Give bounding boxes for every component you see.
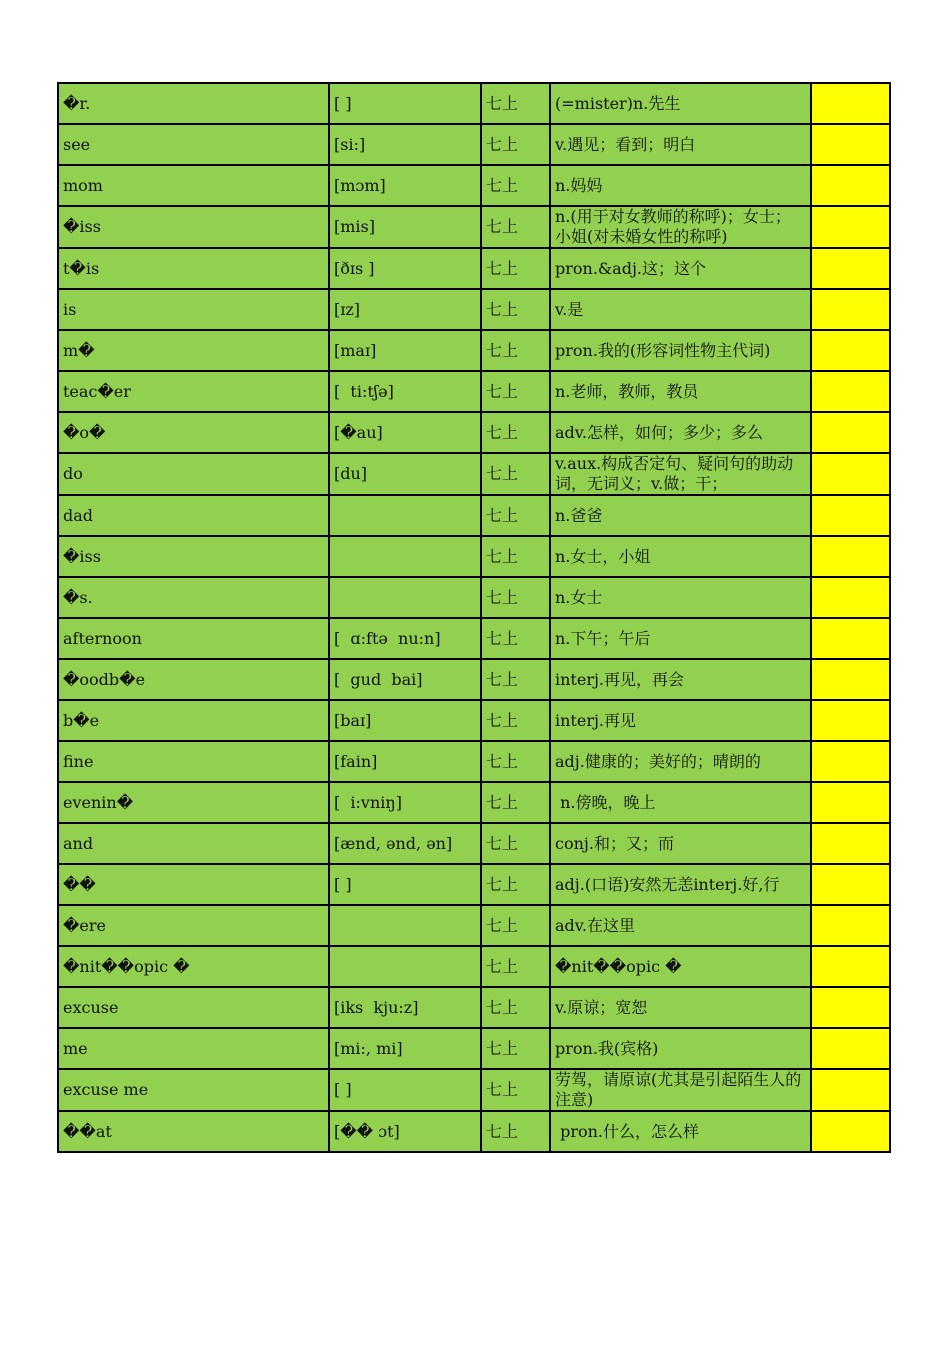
grade-cell: [481, 248, 550, 289]
word-text: �iss: [63, 546, 101, 566]
grade-text: 七上: [486, 134, 519, 154]
meaning-cell: [550, 700, 811, 741]
grade-text: 七上: [486, 381, 519, 401]
grade-cell: [481, 453, 550, 495]
meaning-text: adv.在这里: [555, 915, 636, 935]
phonetic-cell: [329, 1111, 481, 1152]
phonetic-cell: [329, 453, 481, 495]
meaning-text: n.傍晚，晚上: [555, 792, 656, 812]
highlight-cell: [811, 659, 890, 700]
table-row: [58, 206, 890, 248]
grade-cell: [481, 1069, 550, 1111]
phonetic-text: [maɪ]: [334, 340, 377, 360]
grade-text: 七上: [486, 628, 519, 648]
highlight-cell: [811, 83, 890, 124]
meaning-cell: [550, 1111, 811, 1152]
meaning-text: pron.&adj.这；这个: [555, 258, 706, 278]
meaning-text: conj.和；又；而: [555, 833, 674, 853]
highlight-cell: [811, 700, 890, 741]
grade-cell: [481, 618, 550, 659]
table-row: [58, 782, 890, 823]
grade-text: 七上: [486, 587, 519, 607]
highlight-cell: [811, 1111, 890, 1152]
grade-cell: [481, 823, 550, 864]
table-row: [58, 1028, 890, 1069]
word-text: �nit��opic �: [63, 956, 190, 976]
meaning-cell: [550, 577, 811, 618]
phonetic-cell: [329, 536, 481, 577]
highlight-cell: [811, 248, 890, 289]
word-cell: [58, 823, 329, 864]
meaning-cell: [550, 165, 811, 206]
highlight-cell: [811, 905, 890, 946]
phonetic-cell: [329, 1028, 481, 1069]
word-text: and: [63, 833, 94, 853]
word-text: �iss: [63, 217, 101, 236]
highlight-cell: [811, 741, 890, 782]
phonetic-text: [ ɑ:ftə nu:n]: [334, 628, 441, 648]
phonetic-text: [�au]: [334, 422, 383, 442]
phonetic-cell: [329, 83, 481, 124]
word-cell: [58, 659, 329, 700]
grade-cell: [481, 536, 550, 577]
phonetic-cell: [329, 577, 481, 618]
word-cell: [58, 700, 329, 741]
word-text: ��at: [63, 1121, 112, 1141]
table-row: [58, 577, 890, 618]
grade-text: 七上: [486, 505, 519, 525]
word-cell: [58, 330, 329, 371]
word-text: me: [63, 1038, 88, 1058]
highlight-cell: [811, 371, 890, 412]
meaning-cell: [550, 741, 811, 782]
highlight-cell: [811, 618, 890, 659]
meaning-text: adj.(口语)安然无恙interj.好,行: [555, 874, 780, 894]
word-cell: [58, 864, 329, 905]
phonetic-cell: [329, 206, 481, 248]
highlight-cell: [811, 412, 890, 453]
word-text: fine: [63, 751, 94, 771]
phonetic-cell: [329, 905, 481, 946]
highlight-cell: [811, 864, 890, 905]
vocabulary-table-body: [58, 83, 890, 1152]
meaning-text: (=mister)n.先生: [555, 93, 681, 113]
word-cell: [58, 453, 329, 495]
word-cell: [58, 1111, 329, 1152]
word-text: ��: [63, 874, 96, 894]
phonetic-cell: [329, 1069, 481, 1111]
meaning-text: interj.再见，再会: [555, 669, 685, 689]
word-cell: [58, 371, 329, 412]
phonetic-text: [ænd, ənd, ən]: [334, 833, 453, 853]
phonetic-text: [du]: [334, 464, 368, 483]
table-row: [58, 741, 890, 782]
grade-text: 七上: [486, 669, 519, 689]
meaning-cell: [550, 412, 811, 453]
grade-cell: [481, 495, 550, 536]
highlight-cell: [811, 289, 890, 330]
grade-text: 七上: [486, 956, 519, 976]
phonetic-text: [ðɪs ]: [334, 258, 375, 278]
highlight-cell: [811, 946, 890, 987]
grade-text: 七上: [486, 792, 519, 812]
grade-text: 七上: [486, 915, 519, 935]
grade-cell: [481, 330, 550, 371]
phonetic-cell: [329, 248, 481, 289]
phonetic-cell: [329, 495, 481, 536]
phonetic-text: [baɪ]: [334, 710, 372, 730]
phonetic-cell: [329, 659, 481, 700]
phonetic-cell: [329, 330, 481, 371]
highlight-cell: [811, 453, 890, 495]
word-cell: [58, 1028, 329, 1069]
meaning-cell: [550, 1069, 811, 1111]
phonetic-text: [ ]: [334, 93, 352, 113]
word-text: teac�er: [63, 381, 131, 401]
phonetic-text: [ i:vniŋ]: [334, 792, 402, 812]
table-row: [58, 371, 890, 412]
word-cell: [58, 741, 329, 782]
grade-text: 七上: [486, 1080, 519, 1099]
meaning-cell: [550, 782, 811, 823]
table-row: [58, 1069, 890, 1111]
word-text: t�is: [63, 258, 100, 278]
phonetic-cell: [329, 864, 481, 905]
phonetic-text: [ gud bai]: [334, 669, 423, 689]
word-cell: [58, 782, 329, 823]
grade-text: 七上: [486, 175, 519, 195]
meaning-text: v.遇见；看到；明白: [555, 134, 696, 154]
meaning-text: n.(用于对女教师的称呼)；女士；小姐(对未婚女性的称呼): [555, 207, 791, 246]
word-text: afternoon: [63, 628, 142, 648]
highlight-cell: [811, 987, 890, 1028]
meaning-cell: [550, 248, 811, 289]
meaning-text: n.老师，教师，教员: [555, 381, 699, 401]
table-row: [58, 659, 890, 700]
phonetic-cell: [329, 782, 481, 823]
phonetic-text: [ɪz]: [334, 299, 361, 319]
meaning-text: pron.我的(形容词性物主代词): [555, 340, 771, 360]
meaning-cell: [550, 206, 811, 248]
grade-text: 七上: [486, 464, 519, 483]
meaning-cell: [550, 495, 811, 536]
phonetic-text: [fain]: [334, 751, 378, 771]
table-row: [58, 83, 890, 124]
word-cell: [58, 577, 329, 618]
meaning-text: �nit��opic �: [555, 956, 682, 976]
word-text: �o�: [63, 422, 106, 442]
phonetic-text: [iks kju:z]: [334, 997, 419, 1017]
highlight-cell: [811, 577, 890, 618]
word-text: �r.: [63, 93, 91, 113]
phonetic-text: [mɔm]: [334, 175, 386, 195]
highlight-cell: [811, 1069, 890, 1111]
table-row: [58, 412, 890, 453]
grade-cell: [481, 1111, 550, 1152]
table-row: [58, 864, 890, 905]
table-row: [58, 536, 890, 577]
meaning-cell: [550, 864, 811, 905]
word-cell: [58, 165, 329, 206]
grade-cell: [481, 577, 550, 618]
meaning-cell: [550, 823, 811, 864]
grade-text: 七上: [486, 217, 519, 236]
meaning-text: v.原谅；宽恕: [555, 997, 648, 1017]
word-cell: [58, 83, 329, 124]
word-text: do: [63, 464, 83, 483]
grade-cell: [481, 864, 550, 905]
grade-cell: [481, 700, 550, 741]
meaning-cell: [550, 618, 811, 659]
grade-cell: [481, 1028, 550, 1069]
highlight-cell: [811, 823, 890, 864]
phonetic-cell: [329, 946, 481, 987]
highlight-cell: [811, 330, 890, 371]
grade-text: 七上: [486, 710, 519, 730]
phonetic-cell: [329, 165, 481, 206]
grade-text: 七上: [486, 546, 519, 566]
grade-cell: [481, 782, 550, 823]
table-row: [58, 495, 890, 536]
highlight-cell: [811, 165, 890, 206]
grade-cell: [481, 741, 550, 782]
meaning-cell: [550, 987, 811, 1028]
grade-cell: [481, 946, 550, 987]
grade-text: 七上: [486, 833, 519, 853]
grade-text: 七上: [486, 93, 519, 113]
phonetic-cell: [329, 412, 481, 453]
grade-cell: [481, 83, 550, 124]
phonetic-cell: [329, 124, 481, 165]
word-cell: [58, 412, 329, 453]
table-row: [58, 946, 890, 987]
highlight-cell: [811, 124, 890, 165]
meaning-cell: [550, 330, 811, 371]
grade-cell: [481, 987, 550, 1028]
phonetic-cell: [329, 823, 481, 864]
meaning-text: adv.怎样，如何；多少；多么: [555, 422, 764, 442]
meaning-text: adj.健康的；美好的；晴朗的: [555, 751, 761, 771]
meaning-text: v.aux.构成否定句、疑问句的助动词，无词义；v.做；干；: [555, 454, 794, 493]
grade-text: 七上: [486, 1121, 519, 1141]
table-row: [58, 165, 890, 206]
word-cell: [58, 248, 329, 289]
grade-text: 七上: [486, 340, 519, 360]
word-text: �s.: [63, 587, 93, 607]
table-row: [58, 330, 890, 371]
word-cell: [58, 1069, 329, 1111]
highlight-cell: [811, 1028, 890, 1069]
phonetic-cell: [329, 289, 481, 330]
word-cell: [58, 536, 329, 577]
table-row: [58, 248, 890, 289]
word-cell: [58, 987, 329, 1028]
highlight-cell: [811, 782, 890, 823]
meaning-cell: [550, 659, 811, 700]
grade-cell: [481, 371, 550, 412]
meaning-text: interj.再见: [555, 710, 637, 730]
highlight-cell: [811, 206, 890, 248]
grade-text: 七上: [486, 299, 519, 319]
meaning-text: v.是: [555, 299, 584, 319]
grade-text: 七上: [486, 751, 519, 771]
meaning-cell: [550, 371, 811, 412]
grade-text: 七上: [486, 258, 519, 278]
grade-cell: [481, 412, 550, 453]
phonetic-cell: [329, 700, 481, 741]
table-row: [58, 987, 890, 1028]
phonetic-cell: [329, 618, 481, 659]
word-cell: [58, 618, 329, 659]
meaning-cell: [550, 905, 811, 946]
meaning-cell: [550, 536, 811, 577]
word-cell: [58, 206, 329, 248]
phonetic-text: [mi:, mi]: [334, 1038, 403, 1058]
word-text: �oodb�e: [63, 669, 146, 689]
grade-cell: [481, 165, 550, 206]
table-row: [58, 618, 890, 659]
meaning-cell: [550, 289, 811, 330]
meaning-cell: [550, 83, 811, 124]
table-row: [58, 700, 890, 741]
phonetic-cell: [329, 987, 481, 1028]
grade-text: 七上: [486, 422, 519, 442]
word-text: b�e: [63, 710, 100, 730]
phonetic-text: [mis]: [334, 217, 375, 236]
word-text: m�: [63, 340, 95, 360]
word-cell: [58, 289, 329, 330]
vocabulary-table: [57, 82, 891, 1153]
phonetic-text: [ ti:tʃə]: [334, 381, 394, 401]
word-cell: [58, 905, 329, 946]
grade-cell: [481, 124, 550, 165]
meaning-text: n.妈妈: [555, 175, 603, 195]
word-cell: [58, 946, 329, 987]
word-text: dad: [63, 505, 94, 525]
meaning-text: n.下午；午后: [555, 628, 651, 648]
grade-cell: [481, 905, 550, 946]
meaning-text: 劳驾，请原谅(尤其是引起陌生人的注意): [555, 1070, 802, 1109]
table-row: [58, 823, 890, 864]
word-text: �ere: [63, 915, 106, 935]
word-text: see: [63, 134, 91, 154]
word-cell: [58, 495, 329, 536]
word-text: excuse me: [63, 1080, 149, 1099]
word-cell: [58, 124, 329, 165]
phonetic-text: [ ]: [334, 1080, 352, 1099]
highlight-cell: [811, 536, 890, 577]
grade-cell: [481, 206, 550, 248]
meaning-text: n.女士，小姐: [555, 546, 651, 566]
meaning-cell: [550, 1028, 811, 1069]
phonetic-cell: [329, 741, 481, 782]
table-row: [58, 289, 890, 330]
grade-text: 七上: [486, 997, 519, 1017]
grade-cell: [481, 659, 550, 700]
phonetic-text: [�� ɔt]: [334, 1121, 400, 1141]
meaning-text: pron.我(宾格): [555, 1038, 659, 1058]
grade-text: 七上: [486, 874, 519, 894]
meaning-cell: [550, 124, 811, 165]
word-text: mom: [63, 175, 103, 195]
grade-cell: [481, 289, 550, 330]
table-row: [58, 124, 890, 165]
meaning-text: n.女士: [555, 587, 603, 607]
highlight-cell: [811, 495, 890, 536]
meaning-cell: [550, 946, 811, 987]
table-row: [58, 905, 890, 946]
grade-text: 七上: [486, 1038, 519, 1058]
phonetic-cell: [329, 371, 481, 412]
phonetic-text: [ ]: [334, 874, 352, 894]
word-text: is: [63, 299, 77, 319]
table-row: [58, 1111, 890, 1152]
meaning-text: n.爸爸: [555, 505, 603, 525]
word-text: evenin�: [63, 792, 134, 812]
phonetic-text: [si:]: [334, 134, 366, 154]
meaning-text: pron.什么，怎么样: [555, 1121, 700, 1141]
table-row: [58, 453, 890, 495]
meaning-cell: [550, 453, 811, 495]
word-text: excuse: [63, 997, 119, 1017]
